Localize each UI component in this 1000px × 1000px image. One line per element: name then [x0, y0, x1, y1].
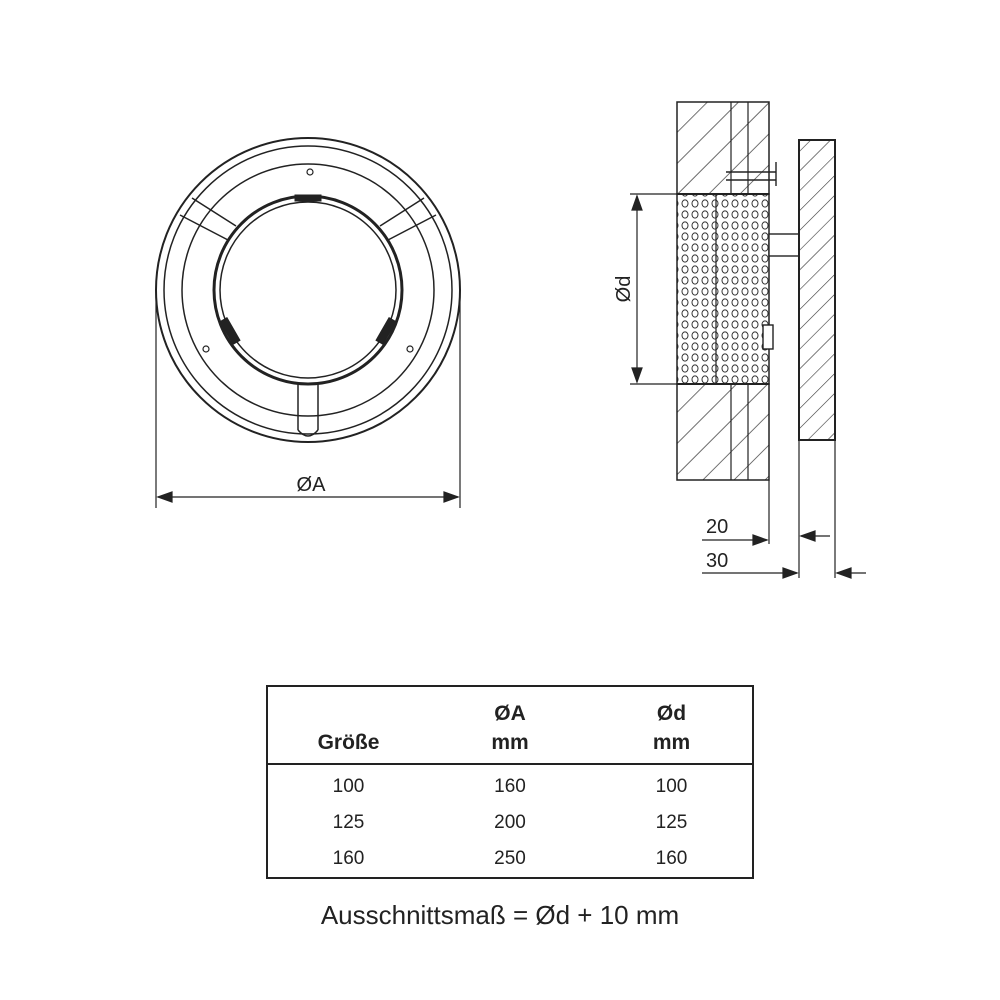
table-cell: 160 [332, 848, 365, 869]
table-cell: 100 [655, 776, 688, 797]
spoke-bottom [298, 383, 318, 436]
table-cell: 125 [332, 812, 365, 833]
screw-hole-left [203, 346, 209, 352]
inner-ring [220, 202, 396, 378]
table-cell: 160 [655, 848, 688, 869]
size-table [266, 685, 754, 879]
table-header-row [267, 686, 753, 764]
side-view [630, 102, 866, 578]
outer-ring-inner [164, 146, 452, 434]
screw-hole-right [407, 346, 413, 352]
table-cell: 160 [494, 776, 526, 797]
spoke-left [180, 198, 236, 240]
header-diameter-a: ØA mm [491, 702, 529, 754]
table-cell: 250 [494, 848, 526, 869]
clip-top [295, 195, 321, 201]
cover-plate [799, 140, 835, 440]
table-row [267, 764, 753, 805]
table-row [267, 805, 753, 841]
cutout-formula: Ausschnittsmaß = Ød + 10 mm [320, 900, 680, 930]
spoke-right [380, 198, 436, 240]
dimension-label-a: ØA [296, 474, 326, 496]
offset-label-30: 30 [706, 550, 729, 572]
front-view [156, 138, 460, 508]
connecting-stem [769, 234, 799, 256]
dimension-label-d: Ød [613, 275, 635, 303]
dimension-diameter-d [630, 194, 677, 384]
header-diameter-d: Ød mm [652, 702, 691, 754]
inner-ring-outer [214, 196, 402, 384]
table-row [267, 841, 753, 878]
table-cell: 125 [655, 812, 688, 833]
latch [763, 325, 773, 349]
perforated-tube [677, 194, 769, 384]
table-cell: 100 [332, 776, 365, 797]
table-cell: 200 [494, 812, 526, 833]
header-size: Größe [317, 731, 380, 754]
offset-label-20: 20 [706, 516, 729, 538]
wall-lower [677, 384, 769, 480]
screw-hole-top [307, 169, 313, 175]
outer-ring [156, 138, 460, 442]
